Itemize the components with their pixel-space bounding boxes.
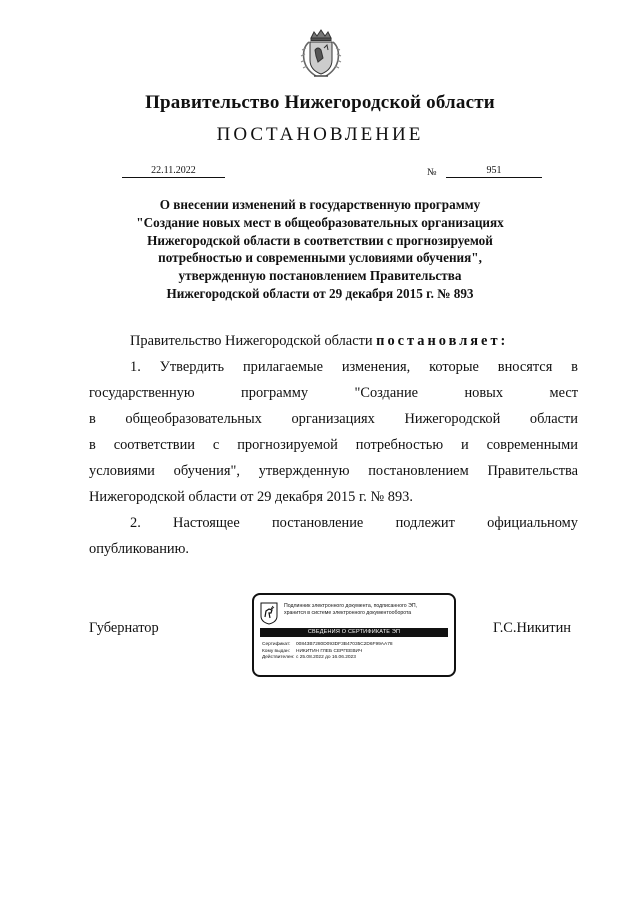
word: Нижегородской	[404, 411, 501, 427]
paragraph-1-line	[89, 463, 578, 480]
word: в	[571, 359, 578, 375]
word: области	[529, 411, 578, 427]
validity-value: с 25.08.2022 до 16.06.2023	[296, 655, 356, 661]
heading-line: утвержденную постановлением Правительства	[178, 268, 462, 284]
coat-of-arms-icon	[298, 28, 344, 80]
number-label: №	[427, 167, 437, 178]
paragraph-1-line	[89, 385, 578, 402]
word: организациях	[291, 411, 375, 427]
deer-logo-icon	[260, 601, 278, 625]
owner-value: НИКИТИН ГЛЕБ СЕРГЕЕВИЧ	[296, 648, 363, 654]
certificate-banner: СВЕДЕНИЯ О СЕРТИФИКАТЕ ЭП	[260, 628, 448, 637]
word: современными	[486, 437, 578, 453]
word: прилагаемые	[242, 359, 323, 375]
stamp-header-line: хранится в системе электронного документооборота	[284, 610, 412, 616]
word: в	[89, 437, 96, 453]
word: мест	[549, 385, 578, 401]
preamble-decree-word: постановляет:	[376, 333, 509, 349]
stamp-header	[284, 603, 452, 617]
word: условиями	[89, 463, 155, 479]
word: утвержденную	[258, 463, 350, 479]
word: и	[460, 437, 469, 453]
paragraph-2-line	[130, 515, 578, 532]
paragraph-1-line	[89, 411, 578, 428]
paragraph-1-line	[130, 359, 578, 376]
word: подлежит	[395, 515, 455, 531]
heading-line: Нижегородской области от 29 декабря 2015 г. № 893	[166, 285, 474, 301]
word: общеобразовательных	[125, 411, 262, 427]
document-date: 22.11.2022	[122, 165, 225, 178]
paragraph-1-line	[89, 437, 578, 454]
document-heading	[100, 196, 540, 303]
organization-title: Правительство Нижегородской области	[145, 92, 495, 113]
signatory-name: Г.С.Никитин	[493, 620, 571, 636]
word: постановлением	[368, 463, 469, 479]
word: вносятся	[497, 359, 553, 375]
heading-line: "Создание новых мест в общеобразовательных организациях	[136, 214, 504, 230]
word: официальному	[487, 515, 578, 531]
document-type: ПОСТАНОВЛЕНИЕ	[216, 124, 424, 145]
word: государственную	[89, 385, 195, 401]
word: обучения",	[173, 463, 240, 479]
word: которые	[429, 359, 479, 375]
word: программу	[241, 385, 309, 401]
certificate-details	[262, 642, 452, 662]
preamble-text: Правительство Нижегородской области	[130, 333, 377, 349]
word: прогнозируемой	[237, 437, 338, 453]
certificate-label: Сертификат:	[262, 642, 291, 647]
paragraph-2-last-line: опубликованию.	[89, 541, 189, 557]
word: в	[89, 411, 96, 427]
word: 1.	[130, 359, 141, 375]
electronic-signature-stamp	[252, 593, 456, 677]
word: соответствии	[113, 437, 196, 453]
paragraph-1-last-line: Нижегородской области от 29 декабря 2015 г. № 893.	[89, 489, 413, 505]
word: Настоящее	[173, 515, 240, 531]
heading-line: Нижегородской области в соответствии с прогнозируемой	[147, 232, 493, 248]
word: новых	[464, 385, 504, 401]
word: изменения,	[341, 359, 411, 375]
word: "Создание	[354, 385, 419, 401]
certificate-value: 00843B7280D093DF3B47035C2D6F99AA78	[296, 642, 393, 647]
validity-row	[262, 655, 452, 662]
word: Правительства	[487, 463, 578, 479]
word: Утвердить	[159, 359, 225, 375]
word: потребностью	[355, 437, 444, 453]
stamp-header-line: Подлинник электронного документа, подписанного ЭП,	[284, 603, 418, 609]
signatory-position: Губернатор	[89, 620, 159, 636]
heading-line: потребностью и современными условиями обучения",	[158, 250, 482, 266]
validity-label: Действителен:	[262, 655, 295, 661]
owner-label: Кому выдан:	[262, 648, 290, 654]
word: с	[212, 437, 220, 453]
word: постановление	[271, 515, 364, 531]
heading-line: О внесении изменений в государственную программу	[159, 197, 481, 212]
preamble	[130, 333, 508, 350]
word: 2.	[130, 515, 141, 531]
document-number: 951	[446, 165, 542, 178]
certificate-row	[262, 642, 452, 649]
